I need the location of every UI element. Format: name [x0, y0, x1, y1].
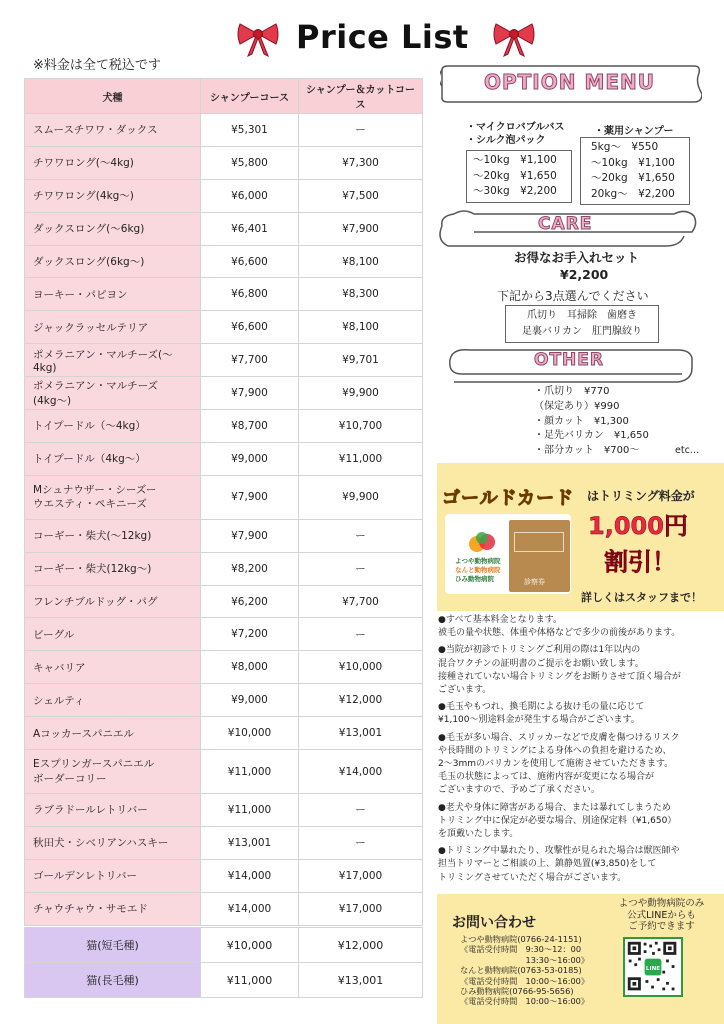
medicated-price-line: 20kg〜 ¥2,200 — [591, 187, 675, 200]
breed-name: トイプードル（4kg〜） — [33, 453, 146, 466]
breed-cell — [25, 684, 201, 717]
table-row — [25, 794, 423, 827]
bubble-price-line: 〜20kg ¥1,650 — [473, 169, 557, 182]
card-tag: 診察券 — [524, 578, 545, 586]
shampoo-price-cell: ¥9,000 — [201, 442, 299, 475]
cut-price-cell: ¥8,300 — [299, 278, 423, 311]
breed-name: チワワロング(〜4kg) — [33, 157, 134, 170]
cut-price-cell: ー — [299, 826, 423, 859]
shampoo-price-cell: ¥10,000 — [201, 928, 299, 963]
breed-cell — [25, 146, 201, 179]
cut-price-cell: ¥7,300 — [299, 146, 423, 179]
other-list — [534, 385, 649, 459]
contact-line: ひみ動物病院(0766-95-5656) — [460, 986, 574, 997]
note-line: トリミングさせていただく場合がございます。 — [438, 872, 627, 883]
medicated-shampoo-price-box — [580, 137, 690, 205]
table-row — [25, 618, 423, 651]
breed-name: Aコッカースパニエル — [33, 727, 134, 740]
table-row — [25, 963, 423, 998]
gold-card-tail: はトリミング料金が — [587, 489, 695, 503]
bubble-price-line: 〜30kg ¥2,200 — [473, 185, 557, 197]
shampoo-price-cell: ¥6,600 — [201, 245, 299, 278]
note-line: 毛玉の状態によっては、施術内容が変更になる場合が — [438, 772, 655, 783]
cut-price-cell: ¥10,700 — [299, 410, 423, 443]
breed-cell — [25, 585, 201, 618]
table-row — [25, 684, 423, 717]
svg-text:LINE: LINE — [645, 965, 661, 972]
cut-price-cell: ¥9,900 — [299, 377, 423, 410]
line-note-line: 公式LINEからも — [627, 909, 696, 921]
cat-price-table — [24, 927, 423, 998]
shampoo-price-cell: ¥6,401 — [201, 212, 299, 245]
care-title: CARE — [538, 214, 593, 234]
care-title-wrap — [538, 214, 592, 250]
note-line: ●すべて基本料金となります。 — [438, 615, 562, 625]
shampoo-price-cell: ¥8,700 — [201, 410, 299, 443]
table-row — [25, 892, 423, 925]
breed-name: シェルティ — [33, 694, 85, 707]
table-row — [25, 717, 423, 750]
breed-cell — [25, 717, 201, 750]
breed-name: ウエスティ・ペキニーズ — [33, 498, 147, 511]
price-table-body — [25, 114, 423, 926]
care-items-line: 足裏バリカン 肛門腺絞り — [522, 325, 642, 337]
cut-price-cell: ¥12,000 — [299, 928, 423, 963]
shampoo-price-cell: ¥6,000 — [201, 179, 299, 212]
breed-name: コーギー・柴犬(12kg〜) — [33, 563, 152, 576]
table-row — [25, 519, 423, 552]
breed-cell — [25, 179, 201, 212]
table-row — [25, 859, 423, 892]
cut-price-cell: ¥17,000 — [299, 892, 423, 925]
cut-price-cell: ¥17,000 — [299, 859, 423, 892]
breed-name: ダックスロング(6kg〜) — [33, 256, 145, 268]
shampoo-price-cell: ¥7,900 — [201, 475, 299, 519]
contact-line: 13:30〜16:00》 — [460, 954, 590, 965]
breed-cell — [25, 311, 201, 344]
shampoo-price-cell: ¥5,800 — [201, 146, 299, 179]
medicated-shampoo-heading: ・薬用シャンプー — [594, 122, 694, 137]
note-line: 接種されていない場合トリミングをお断りさせて頂く場合が — [438, 671, 681, 682]
table-row — [25, 311, 423, 344]
breed-cell — [25, 114, 201, 147]
page-title: Price List — [296, 18, 469, 56]
card-field-box — [514, 532, 564, 552]
breed-cell — [25, 651, 201, 684]
breed-name: ヨーキー・パピヨン — [33, 288, 128, 301]
other-line: ・爪切り ¥770 — [534, 386, 610, 397]
table-row — [25, 585, 423, 618]
contact-line: 《電話受付時間 9:30〜12：00 — [460, 944, 582, 955]
medicated-price-line: 〜20kg ¥1,650 — [591, 172, 675, 184]
breed-name: チャウチャウ・サモエド — [33, 903, 148, 916]
table-row — [25, 552, 423, 585]
shampoo-price-cell: ¥11,000 — [201, 794, 299, 827]
shampoo-price-cell: ¥10,000 — [201, 717, 299, 750]
breed-cell — [25, 475, 201, 519]
breed-name: ポメラニアン・マルチーズ(〜4kg) — [33, 348, 173, 374]
shampoo-price-cell: ¥5,301 — [201, 114, 299, 147]
table-row — [25, 442, 423, 475]
option-menu-title-wrap — [484, 70, 655, 106]
cut-price-cell: ¥7,900 — [299, 212, 423, 245]
silk-pack-heading: ・シルク泡パック — [466, 134, 546, 146]
shampoo-price-cell: ¥6,200 — [201, 585, 299, 618]
shampoo-price-cell: ¥7,900 — [201, 377, 299, 410]
care-set-price: ¥2,200 — [560, 267, 609, 282]
option-menu-title: OPTION MENU — [484, 70, 655, 94]
shampoo-price-cell: ¥6,600 — [201, 311, 299, 344]
breed-name: チワワロング(4kg〜) — [33, 190, 134, 203]
table-row — [25, 179, 423, 212]
other-line: （保定あり）¥990 — [534, 400, 620, 412]
tax-note: ※料金は全て税込です — [33, 58, 161, 73]
table-row — [25, 114, 423, 147]
medicated-price-line: 5kg〜 ¥550 — [591, 141, 659, 153]
other-line: ・部分カット ¥700〜 — [534, 445, 640, 457]
table-row — [25, 826, 423, 859]
cat-type-cell: 猫(長毛種) — [25, 963, 201, 998]
gold-card-discount: 割引！ — [604, 548, 676, 576]
table-row — [25, 410, 423, 443]
cut-price-cell: ¥9,701 — [299, 344, 423, 377]
table-row — [25, 377, 423, 410]
card-clinic-name: ひみ動物病院 — [455, 575, 494, 583]
table-row — [25, 245, 423, 278]
breed-name: コーギー・柴犬(〜12kg) — [33, 530, 152, 543]
cut-price-cell: ¥13,001 — [299, 963, 423, 998]
note-line: ●毛玉が多い場合、スリッカーなどで皮膚を傷つけるリスク — [438, 732, 680, 743]
table-row — [25, 278, 423, 311]
breed-cell — [25, 442, 201, 475]
bubble-bath-heading: ・マイクロバブルバス — [466, 122, 565, 133]
breed-cell — [25, 826, 201, 859]
other-title: OTHER — [534, 350, 604, 370]
line-qr-code-icon[interactable] — [623, 937, 683, 997]
contact-line: 《電話受付時間 10:00〜16:00》 — [460, 975, 590, 986]
cut-price-cell: ¥7,700 — [299, 585, 423, 618]
gold-card-title: ゴールドカード — [442, 488, 575, 509]
breed-name: ビーグル — [33, 628, 75, 641]
cut-price-cell: ー — [299, 794, 423, 827]
other-line: ・足先バリカン ¥1,650 — [534, 430, 649, 442]
breed-cell — [25, 344, 201, 377]
line-note — [603, 898, 720, 933]
card-clinic-name: なんと動物病院 — [455, 566, 501, 574]
cut-price-cell: ¥10,000 — [299, 651, 423, 684]
contact-line: 《電話受付時間 10:00〜16:00》 — [460, 996, 590, 1007]
care-items-line: 爪切り 耳掃除 歯磨き — [527, 310, 637, 321]
breed-cell — [25, 859, 201, 892]
breed-name: ポメラニアン・マルチーズ(4kg〜) — [33, 380, 159, 408]
bubble-price-line: 〜10kg ¥1,100 — [473, 154, 557, 166]
cut-price-cell: ¥7,500 — [299, 179, 423, 212]
shampoo-price-cell: ¥11,000 — [201, 963, 299, 998]
note-line: 担当トリマーとご相談の上、鎮静処置(¥3,850)をして — [438, 859, 657, 870]
table-row — [25, 750, 423, 794]
column-header-shampoo: シャンプーコース — [201, 79, 299, 114]
table-header-row — [25, 79, 423, 114]
note-line: ございます。 — [438, 685, 492, 696]
cut-price-cell: ー — [299, 618, 423, 651]
note-line: トリミング中に保定が必要な場合、別途保定料（¥1,650） — [438, 815, 677, 826]
note-line: ●トリミング中暴れたり、攻撃性が見られた場合は獣医師や — [438, 846, 680, 857]
shampoo-price-cell: ¥9,000 — [201, 684, 299, 717]
shampoo-price-cell: ¥8,200 — [201, 552, 299, 585]
breed-name: Eスプリンガースパニエル — [33, 758, 155, 771]
line-note-line: よつや動物病院のみ — [618, 898, 705, 909]
shampoo-price-cell: ¥7,200 — [201, 618, 299, 651]
column-header-cut: シャンプー＆カットコース — [299, 79, 423, 114]
breed-cell — [25, 245, 201, 278]
note-line: ¥1,100〜別途料金が発生する場合がございます。 — [438, 715, 640, 726]
breed-name: トイプードル（〜4kg） — [33, 420, 146, 433]
shampoo-price-cell: ¥11,000 — [201, 750, 299, 794]
shampoo-price-cell: ¥13,001 — [201, 826, 299, 859]
note-line: ●当院が初診でトリミングご利用の際は1年以内の — [438, 645, 641, 656]
cat-type-cell: 猫(短毛種) — [25, 928, 201, 963]
care-set-title: お得なお手入れセット — [514, 250, 640, 265]
price-table — [24, 78, 423, 926]
care-items-box — [505, 305, 659, 343]
contact-title: お問い合わせ — [452, 915, 536, 931]
contact-line: なんと動物病院(0763-53-0185) — [460, 965, 582, 976]
shampoo-price-cell: ¥8,000 — [201, 651, 299, 684]
cut-price-cell: ー — [299, 519, 423, 552]
gold-card-amount: 1,000円 — [588, 512, 688, 540]
shampoo-price-cell: ¥7,900 — [201, 519, 299, 552]
notes-section — [438, 614, 720, 885]
table-row — [25, 344, 423, 377]
breed-name: ラブラドールレトリバー — [33, 804, 148, 817]
medicated-price-line: 〜10kg ¥1,100 — [591, 156, 675, 169]
table-row — [25, 146, 423, 179]
breed-name: ゴールデンレトリバー — [33, 870, 138, 883]
note-line: 混合ワクチンの証明書のご提示をお願い致します。 — [438, 658, 644, 669]
note-line: ございますので、予めご了承ください。 — [438, 785, 600, 796]
clinic-logo-icon — [467, 530, 497, 556]
breed-name: ダックスロング(〜6kg) — [33, 223, 145, 236]
breed-cell — [25, 750, 201, 794]
table-row — [25, 928, 423, 963]
note-line: を頂戴いたします。 — [438, 829, 519, 840]
column-header-breed: 犬種 — [25, 79, 201, 114]
line-note-line: ご予約できます — [628, 921, 695, 932]
breed-cell — [25, 794, 201, 827]
cut-price-cell: ¥9,900 — [299, 475, 423, 519]
cut-price-cell: ー — [299, 114, 423, 147]
note-line: や長時間のトリミングによる身体への負担を避けるため、 — [438, 745, 672, 756]
note-line: ●毛玉やもつれ、換毛期による抜け毛の量に応じて — [438, 702, 645, 713]
breed-name: Mシュナウザー・シーズー — [33, 484, 157, 497]
table-row — [25, 651, 423, 684]
cut-price-cell: ー — [299, 552, 423, 585]
gold-card-staff-note: 詳しくはスタッフまで！ — [581, 591, 702, 604]
breed-name: ジャックラッセルテリア — [33, 321, 149, 334]
contact-lines — [460, 934, 589, 1007]
breed-cell — [25, 552, 201, 585]
cut-price-cell: ¥13,001 — [299, 717, 423, 750]
table-row — [25, 212, 423, 245]
cut-price-cell: ¥8,100 — [299, 311, 423, 344]
other-etc: etc… — [675, 445, 700, 456]
breed-name: ボーダーコリー — [33, 772, 107, 785]
cat-table-body — [25, 928, 423, 998]
shampoo-price-cell: ¥14,000 — [201, 892, 299, 925]
note-line: ●老犬や身体に障害がある場合、または暴れてしまうため — [438, 802, 671, 813]
note-line: 被毛の量や状態、体重や体格などで多少の前後があります。 — [438, 628, 681, 639]
breed-cell — [25, 377, 201, 410]
shampoo-price-cell: ¥7,700 — [201, 344, 299, 377]
table-row — [25, 475, 423, 519]
breed-name: キャバリア — [33, 661, 86, 674]
cut-price-cell: ¥8,100 — [299, 245, 423, 278]
breed-name: 秋田犬・シベリアンハスキー — [33, 837, 169, 850]
breed-name: スムースチワワ・ダックス — [33, 124, 158, 137]
breed-cell — [25, 519, 201, 552]
breed-cell — [25, 618, 201, 651]
breed-cell — [25, 212, 201, 245]
card-clinic-name: よつや動物病院 — [455, 557, 501, 565]
cut-price-cell: ¥14,000 — [299, 750, 423, 794]
shampoo-price-cell: ¥6,800 — [201, 278, 299, 311]
ribbon-bow-icon — [492, 20, 536, 58]
breed-cell — [25, 892, 201, 925]
cut-price-cell: ¥12,000 — [299, 684, 423, 717]
other-line: ・顔カット ¥1,300 — [534, 415, 629, 427]
shampoo-price-cell: ¥14,000 — [201, 859, 299, 892]
note-line: 2〜3mmのバリカンを使用して施術させていただきます。 — [438, 759, 674, 770]
breed-name: フレンチブルドッグ・パグ — [33, 596, 158, 609]
care-choose-note: 下記から3点選んでください — [497, 289, 649, 303]
ribbon-bow-icon — [236, 20, 280, 58]
cut-price-cell: ¥11,000 — [299, 442, 423, 475]
bubble-bath-price-box — [466, 150, 572, 203]
breed-cell — [25, 410, 201, 443]
breed-cell — [25, 278, 201, 311]
other-title-wrap — [534, 350, 604, 386]
contact-line: よつや動物病院(0766-24-1151) — [460, 934, 582, 944]
